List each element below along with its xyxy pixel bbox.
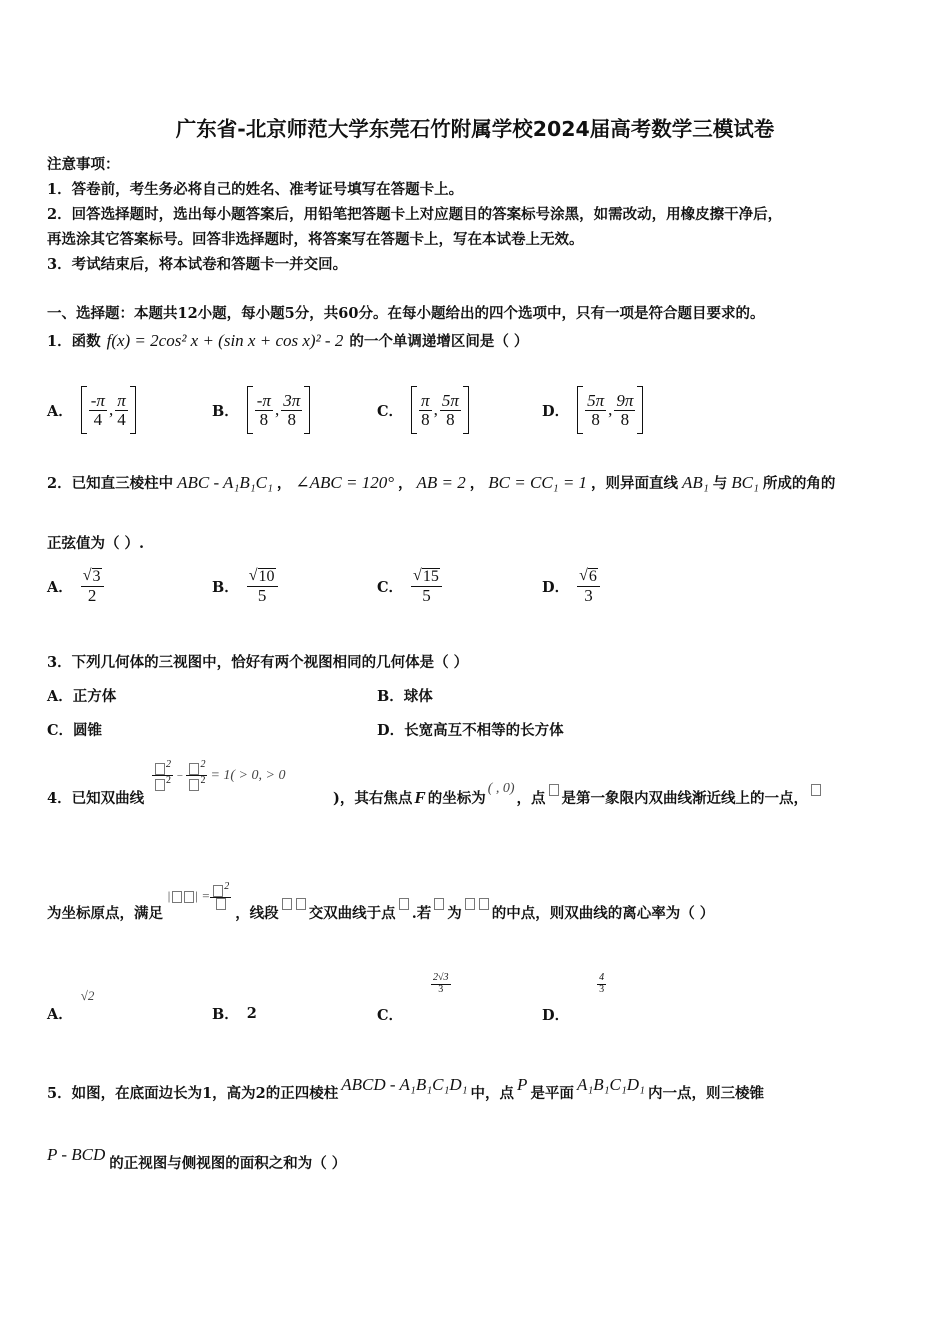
q2-with: 与 — [712, 475, 728, 492]
q4-focus-label: F — [414, 787, 426, 807]
numerator: 2 — [152, 760, 173, 776]
q2-option-label: C． — [377, 578, 404, 596]
missing-glyph-icon — [296, 898, 306, 910]
right-bracket — [130, 386, 136, 434]
q4-hyperbola-formula — [152, 760, 285, 791]
q4-text: 的中点，则双曲线的离心率为（ ） — [491, 904, 715, 922]
numerator: √ 10 — [247, 568, 278, 587]
q2-fraction — [81, 568, 104, 605]
q2-line1: AB₁ — [682, 472, 709, 492]
q1-option-label: A． — [47, 402, 73, 420]
minus-sign: − — [176, 769, 184, 782]
q3-option-b[interactable]: B．球体 — [377, 688, 433, 705]
q1-option-label: D． — [542, 402, 570, 420]
q2-tail: 所成的角的 — [762, 475, 836, 492]
q4-text: .若 — [411, 904, 432, 922]
question-2-stem: 2．已知直三棱柱中 ABC - A₁B₁C₁ ， ∠ABC = 120° ， AB = 2 ， BC = CC₁ = 1 ，则异面直线 AB₁ 与 BC₁ 所成的角的 — [47, 472, 836, 492]
q4-text: ，点 — [516, 790, 546, 807]
q1-formula: f(x) = 2cos² x + (sin x + cos x)² - 2 — [106, 330, 344, 350]
q5-prefix: 5．如图，在底面边长为1，高为2的正四棱柱 — [47, 1085, 339, 1102]
denominator: 3 — [584, 585, 593, 605]
q4-option-b[interactable] — [212, 1003, 257, 1024]
q2-option-d[interactable] — [542, 568, 600, 605]
denominator: 5 — [257, 585, 267, 605]
left-bracket — [247, 386, 253, 434]
q4-text: 是第一象限内双曲线渐近线上的一点， — [561, 790, 809, 807]
q4-option-a[interactable] — [47, 987, 95, 1024]
q4-text: )，其右焦点 — [333, 790, 413, 807]
q1-interval-left — [255, 392, 273, 429]
denominator: 3 — [599, 983, 605, 995]
right-bracket — [304, 386, 310, 434]
denominator: 4 — [93, 409, 103, 429]
q4-text: 为坐标原点，满足 — [47, 904, 163, 922]
numerator: √ 3 — [81, 568, 104, 587]
denominator: 2 — [186, 776, 207, 791]
numerator: -π — [256, 390, 271, 410]
left-bracket — [81, 386, 87, 434]
q4-option-c-fraction — [431, 973, 451, 995]
q1-option-c[interactable] — [377, 386, 469, 434]
radicand: 3 — [92, 568, 101, 585]
numerator: 3π — [283, 390, 301, 410]
q4-term-2 — [186, 760, 207, 791]
numerator: 9π — [616, 390, 634, 410]
numerator: 2 — [186, 760, 207, 776]
q4-option-label: C． — [377, 1006, 404, 1024]
numerator: 2 — [210, 882, 231, 898]
q5-tail: 的正视图与侧视图的面积之和为（ ） — [109, 1155, 347, 1172]
q5-pyramid: P - BCD — [47, 1144, 106, 1164]
q1-interval-right — [440, 392, 461, 429]
q1-suffix: 的一个单调递增区间是（ ） — [349, 333, 529, 350]
notice-heading: 注意事项： — [47, 156, 120, 173]
denominator: 2 — [87, 585, 97, 605]
denominator: 5 — [422, 585, 431, 605]
q2-fraction — [577, 568, 600, 605]
q4-text: 为 — [447, 904, 462, 922]
q4-condition-fraction — [210, 882, 231, 910]
q3-option-d[interactable]: D．长宽高互不相等的长方体 — [377, 722, 564, 739]
missing-glyph-icon — [399, 898, 409, 910]
denominator — [213, 898, 229, 910]
denominator: 8 — [421, 409, 430, 429]
q1-option-d[interactable] — [542, 386, 643, 434]
q1-interval: $\frac{-\pi}{8}$ , $\frac{3\pi}{8}$ — [247, 386, 310, 434]
q1-interval: $\frac{5\pi}{8}$ , $\frac{9\pi}{8}$ — [577, 386, 643, 434]
q4-text: 交双曲线于点 — [308, 904, 396, 922]
q4-option-d-fraction — [597, 973, 606, 995]
q4-option-value: √2 — [80, 987, 95, 1003]
q5-text: 内一点，则三棱锥 — [647, 1085, 764, 1102]
notice-item-3: 3．考试结束后，将本试卷和答题卡一并交回。 — [47, 256, 348, 273]
q1-interval-right — [281, 392, 302, 429]
q1-interval-right — [115, 392, 128, 429]
page-title: 广东省-北京师范大学东莞石竹附属学校2024届高考数学三模试卷 — [175, 117, 775, 141]
q4-focus-coord: ( , 0) — [487, 780, 515, 796]
q1-option-label: C． — [377, 402, 404, 420]
radicand: 6 — [588, 568, 597, 585]
q1-interval-left — [419, 392, 432, 429]
q1-option-b[interactable] — [212, 386, 310, 434]
radicand: 10 — [258, 568, 275, 585]
denominator: 3 — [438, 983, 444, 995]
q2-prism: ABC - A₁B₁C₁ — [177, 472, 273, 492]
question-5-stem — [47, 1074, 764, 1103]
denominator: 8 — [446, 409, 455, 429]
q2-stem-cont: 正弦值为（ ）. — [47, 535, 145, 552]
numerator: 5π — [441, 390, 459, 410]
numerator: π — [421, 390, 430, 410]
missing-glyph-icon — [282, 898, 292, 910]
numerator: 5π — [587, 390, 605, 410]
q2-angle: ∠ABC = 120° — [295, 472, 395, 492]
left-bracket — [577, 386, 583, 434]
q4-stem-line2 — [47, 881, 715, 926]
missing-glyph-icon — [549, 784, 559, 796]
q4-prefix: 4．已知双曲线 — [47, 790, 145, 807]
denominator: 2 — [152, 776, 173, 791]
q2-option-label: A． — [47, 578, 73, 596]
q2-line2: BC₁ — [731, 472, 759, 492]
q2-option-a[interactable] — [47, 568, 104, 605]
question-1-stem — [47, 330, 528, 351]
right-bracket — [637, 386, 643, 434]
q3-option-c[interactable]: C．圆锥 — [47, 722, 103, 739]
q5-text: 是平面 — [530, 1085, 574, 1102]
numerator: 4 — [599, 972, 605, 983]
q4-text: 的坐标为 — [427, 790, 486, 807]
section-1-heading: 一、选择题：本题共12小题，每小题5分，共60分。在每小题给出的四个选项中，只有一项是符合题目要求的。 — [47, 305, 765, 322]
q4-text: ，线段 — [235, 904, 279, 922]
q4-term-1 — [152, 760, 173, 791]
notice-item-2: 2．回答选择题时，选出每小题答案后，用铅笔把答题卡上对应题目的答案标号涂黑，如需改动，用橡皮擦干净后， — [47, 206, 783, 223]
q1-prefix: 1．函数 — [47, 333, 101, 350]
notice-item-1: 1．答卷前，考生务必将自己的姓名、准考证号填写在答题卡上。 — [47, 181, 464, 198]
q2-option-label: D． — [542, 578, 570, 596]
q4-option-c[interactable] — [377, 972, 449, 1025]
q5-prism: ABCD - A₁B₁C₁D₁ — [341, 1074, 468, 1094]
q2-fraction — [247, 568, 278, 605]
notice-item-2-cont: 再选涂其它答案标号。回答非选择题时，将答案写在答题卡上，写在本试卷上无效。 — [47, 231, 584, 248]
numerator: 2√3 — [433, 972, 449, 983]
q2-fraction — [411, 568, 442, 605]
q2-prefix: 2．已知直三棱柱中 — [47, 475, 174, 492]
q5-stem-cont — [47, 1144, 347, 1173]
q1-interval: $\frac{\pi}{8}$ , $\frac{5\pi}{8}$ — [411, 386, 469, 434]
q5-point: P — [517, 1074, 528, 1094]
left-bracket — [411, 386, 417, 434]
right-bracket — [463, 386, 469, 434]
q4-formula-tail: = 1( > 0, > 0 — [210, 767, 286, 783]
q2-option-b[interactable] — [212, 568, 278, 605]
missing-glyph-icon — [434, 898, 444, 910]
q2-bc: BC = CC₁ = 1 — [488, 472, 588, 492]
q2-option-c[interactable] — [377, 568, 442, 605]
numerator: -π — [90, 390, 105, 410]
q4-option-d[interactable] — [542, 972, 605, 1025]
denominator: 8 — [259, 409, 269, 429]
missing-glyph-icon — [479, 898, 489, 910]
q5-text: 中，点 — [470, 1085, 515, 1102]
missing-glyph-icon — [811, 784, 821, 796]
numerator: √ 15 — [411, 568, 442, 587]
q4-option-label: A． — [47, 1006, 73, 1023]
q5-plane: A₁B₁C₁D₁ — [576, 1074, 645, 1094]
q3-option-a[interactable]: A．正方体 — [47, 688, 117, 705]
q1-interval: $\frac{-\pi}{4}$ , $\frac{\pi}{4}$ — [81, 386, 136, 434]
q4-option-value: 2 — [246, 1005, 257, 1022]
missing-glyph-icon — [465, 898, 475, 910]
q1-interval-right — [614, 392, 635, 429]
q1-option-a[interactable] — [47, 386, 136, 434]
q2-ab: AB = 2 — [416, 472, 466, 492]
q4-option-label: D． — [542, 1006, 570, 1024]
denominator: 8 — [287, 409, 296, 429]
denominator: 8 — [620, 409, 630, 429]
q1-interval-left — [89, 392, 107, 429]
q1-option-label: B． — [212, 402, 239, 420]
denominator: 4 — [117, 409, 126, 429]
q1-interval-left — [585, 392, 606, 429]
q4-stem-line1 — [333, 780, 822, 808]
q4-condition: | | = $^2$ — [167, 882, 231, 910]
question-3-stem: 3．下列几何体的三视图中，恰好有两个视图相同的几何体是（ ） — [47, 654, 469, 671]
q2-mid: ，则异面直线 — [591, 475, 679, 492]
radicand: 15 — [422, 568, 439, 585]
q4-option-label: B． — [212, 1006, 239, 1023]
numerator: π — [117, 390, 126, 410]
denominator: 8 — [591, 409, 600, 429]
q2-option-label: B． — [212, 578, 239, 596]
numerator: √ 6 — [577, 568, 600, 587]
